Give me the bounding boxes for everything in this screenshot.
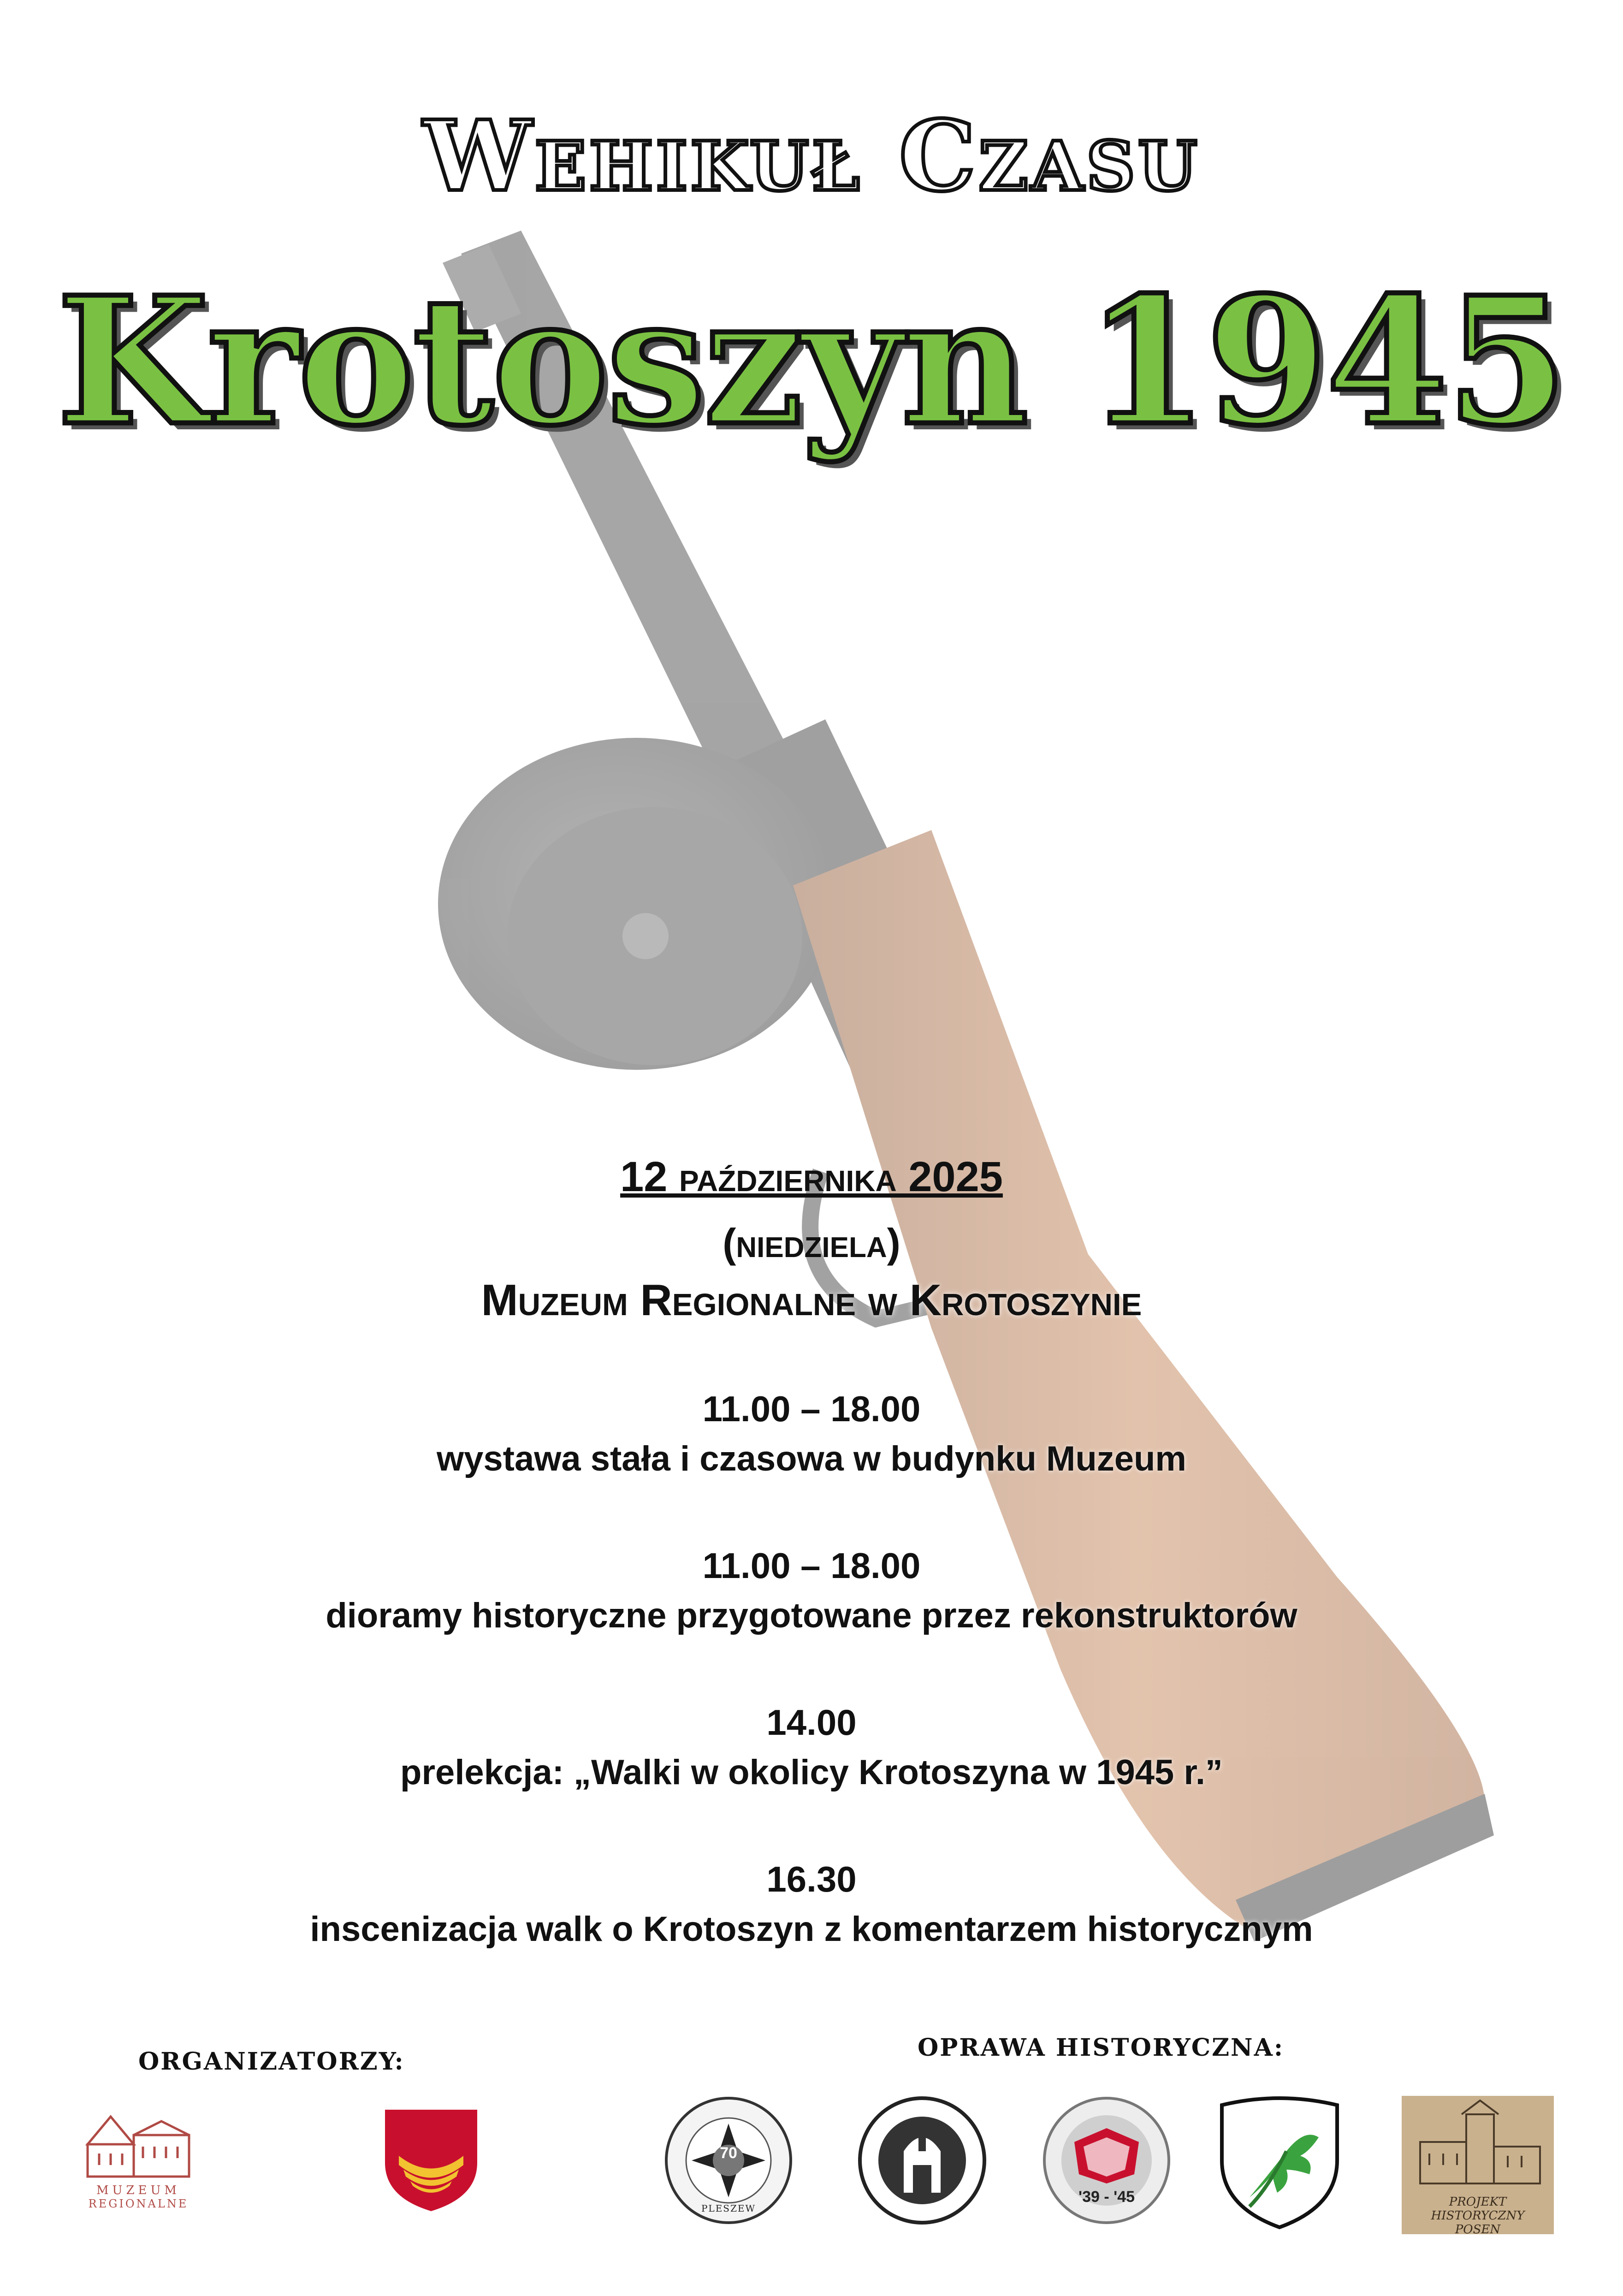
program-time: 11.00 – 18.00 xyxy=(702,1388,921,1429)
program-time: 11.00 – 18.00 xyxy=(702,1545,921,1586)
event-date: 12 października 2025 xyxy=(620,1153,1003,1200)
museum-logo xyxy=(78,2103,198,2213)
historical-setting-label: OPRAWA HISTORYCZNA: xyxy=(918,2034,1285,2062)
program-time: 16.30 xyxy=(766,1859,857,1899)
event-venue: Muzeum Regionalne w Krotoszynie xyxy=(481,1276,1142,1325)
program-desc: dioramy historyczne przygotowane przez rekonstruktorów xyxy=(326,1596,1297,1635)
program-desc: prelekcja: „Walki w okolicy Krotoszyna w 1945 r.” xyxy=(400,1753,1223,1792)
coat-of-arms-icon xyxy=(383,2107,480,2213)
event-series-title: Wehikuł Czasu xyxy=(423,99,1200,213)
posen-logo-line1: PROJEKT HISTORYCZNY xyxy=(1431,2195,1525,2223)
badge-town: PLESZEW xyxy=(701,2203,756,2214)
oak-leaf-shield-icon xyxy=(1217,2096,1342,2230)
event-weekday: (niedziela) xyxy=(723,1220,900,1266)
badge-years: '39 - '45 xyxy=(1078,2188,1135,2206)
event-title: Krotoszyn 1945 xyxy=(57,258,1566,464)
program-desc: wystawa stała i czasowa w budynku Muzeum xyxy=(436,1439,1187,1478)
badge-number: 70 xyxy=(720,2144,737,2162)
castle-sketch-icon xyxy=(1402,2096,1554,2193)
museum-logo-line1: MUZEUM xyxy=(96,2183,181,2197)
program-time: 14.00 xyxy=(766,1702,857,1743)
badge-39-45 xyxy=(1042,2096,1171,2225)
museum-logo-line2: REGIONALNE xyxy=(88,2197,189,2210)
reconstruction-group-badge-icon xyxy=(858,2096,987,2225)
badge-70-regiment xyxy=(664,2096,793,2225)
posen-logo-line2: POSEN xyxy=(1455,2223,1501,2237)
organizers-label: ORGANIZATORZY: xyxy=(138,2047,405,2076)
posen-project-logo xyxy=(1402,2096,1554,2237)
museum-building-icon xyxy=(78,2103,198,2181)
program-desc: inscenizacja walk o Krotoszyn z komentarzem historycznym xyxy=(310,1910,1313,1949)
